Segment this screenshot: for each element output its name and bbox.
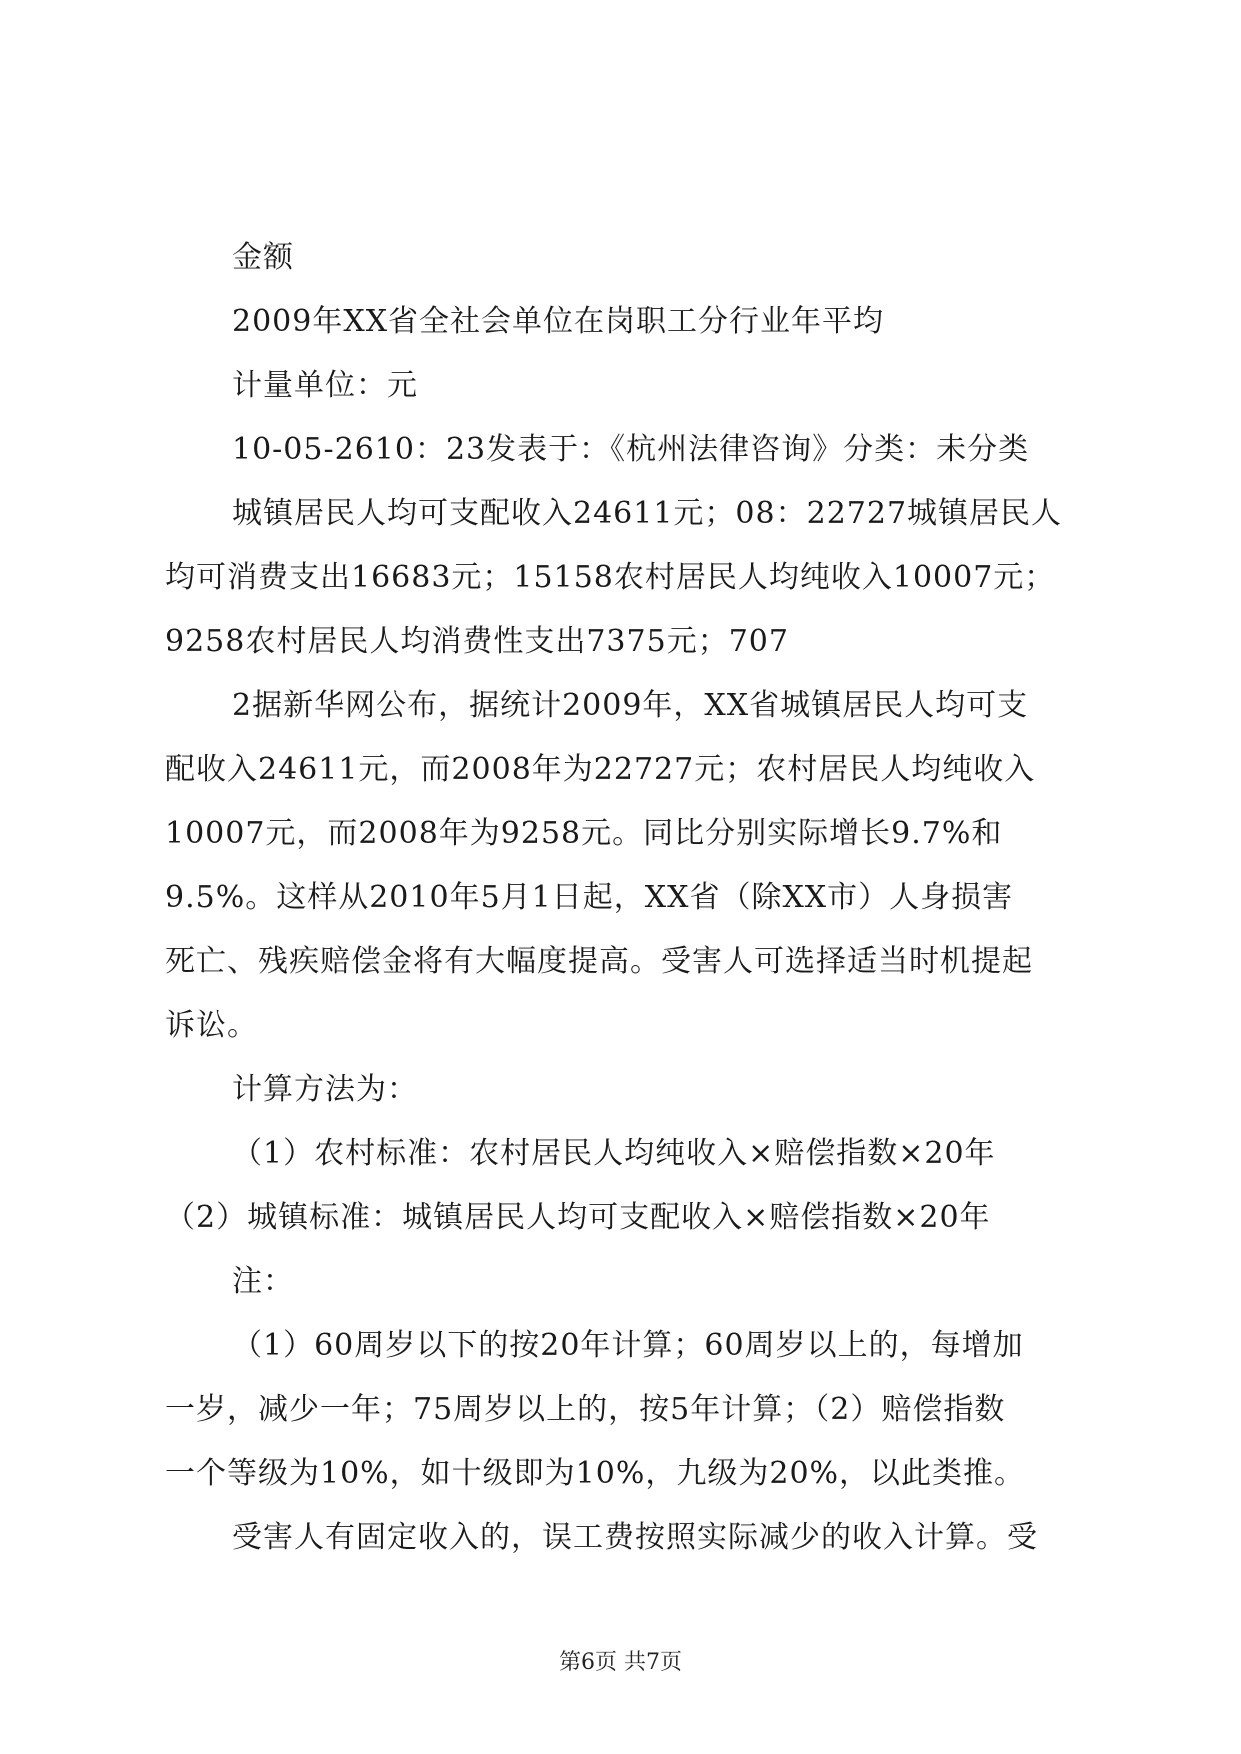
line-text: 9.5%。这样从2010年5月1日起，XX省（除XX市）人身损害 xyxy=(165,880,1014,915)
line-text: 城镇居民人均可支配收入24611元；08：22727城镇居民人 xyxy=(232,496,1063,531)
text-line-income-3 xyxy=(0,622,1241,662)
line-text: 计算方法为： xyxy=(232,1072,418,1107)
text-line-news-6 xyxy=(0,1006,1241,1046)
text-line-news-5 xyxy=(0,942,1241,982)
text-line-income-2 xyxy=(0,558,1241,598)
line-text: （1）农村标准：农村居民人均纯收入×赔偿指数×20年 xyxy=(232,1136,996,1171)
text-line-note-2 xyxy=(0,1390,1241,1430)
text-line-income-1 xyxy=(0,494,1241,534)
text-line-note-heading xyxy=(0,1262,1241,1302)
line-text: 配收入24611元，而2008年为22727元；农村居民人均纯收入 xyxy=(165,752,1036,787)
text-line-rural-standard xyxy=(0,1134,1241,1174)
line-text: 死亡、残疾赔偿金将有大幅度提高。受害人可选择适当时机提起 xyxy=(165,944,1033,979)
line-text: 一岁，减少一年；75周岁以上的，按5年计算；（2）赔偿指数 xyxy=(165,1392,1006,1427)
text-line-unit xyxy=(0,366,1241,406)
line-text: 注： xyxy=(232,1264,294,1299)
text-line-news-1 xyxy=(0,686,1241,726)
text-line-note-3 xyxy=(0,1454,1241,1494)
page-number-footer xyxy=(0,1648,1241,1678)
line-text: 10-05-2610：23发表于：《杭州法律咨询》分类：未分类 xyxy=(232,432,1030,467)
line-text: 金额 xyxy=(232,240,294,275)
line-text: 计量单位：元 xyxy=(232,368,418,403)
page-number-label: 第6页 共7页 xyxy=(559,1650,682,1675)
line-text: 均可消费支出16683元；15158农村居民人均纯收入10007元； xyxy=(165,560,1056,595)
line-text: 9258农村居民人均消费性支出7375元；707 xyxy=(165,624,789,659)
line-text: （2）城镇标准：城镇居民人均可支配收入×赔偿指数×20年 xyxy=(165,1200,991,1235)
text-line-news-3 xyxy=(0,814,1241,854)
text-line-news-4 xyxy=(0,878,1241,918)
text-line-amount-heading xyxy=(0,238,1241,278)
line-text: 10007元，而2008年为9258元。同比分别实际增长9.7%和 xyxy=(165,816,1003,851)
text-line-publish-info xyxy=(0,430,1241,470)
line-text: 2009年XX省全社会单位在岗职工分行业年平均 xyxy=(232,304,885,339)
line-text: 2据新华网公布，据统计2009年，XX省城镇居民人均可支 xyxy=(232,688,1029,723)
text-line-method-heading xyxy=(0,1070,1241,1110)
text-line-lost-wages xyxy=(0,1518,1241,1558)
line-text: 一个等级为10%，如十级即为10%，九级为20%，以此类推。 xyxy=(165,1456,1026,1491)
text-line-news-2 xyxy=(0,750,1241,790)
line-text: （1）60周岁以下的按20年计算；60周岁以上的，每增加 xyxy=(232,1328,1024,1363)
text-line-urban-standard xyxy=(0,1198,1241,1238)
line-text: 诉讼。 xyxy=(165,1008,258,1043)
text-line-note-1 xyxy=(0,1326,1241,1366)
text-line-table-title xyxy=(0,302,1241,342)
line-text: 受害人有固定收入的，误工费按照实际减少的收入计算。受 xyxy=(232,1520,1038,1555)
